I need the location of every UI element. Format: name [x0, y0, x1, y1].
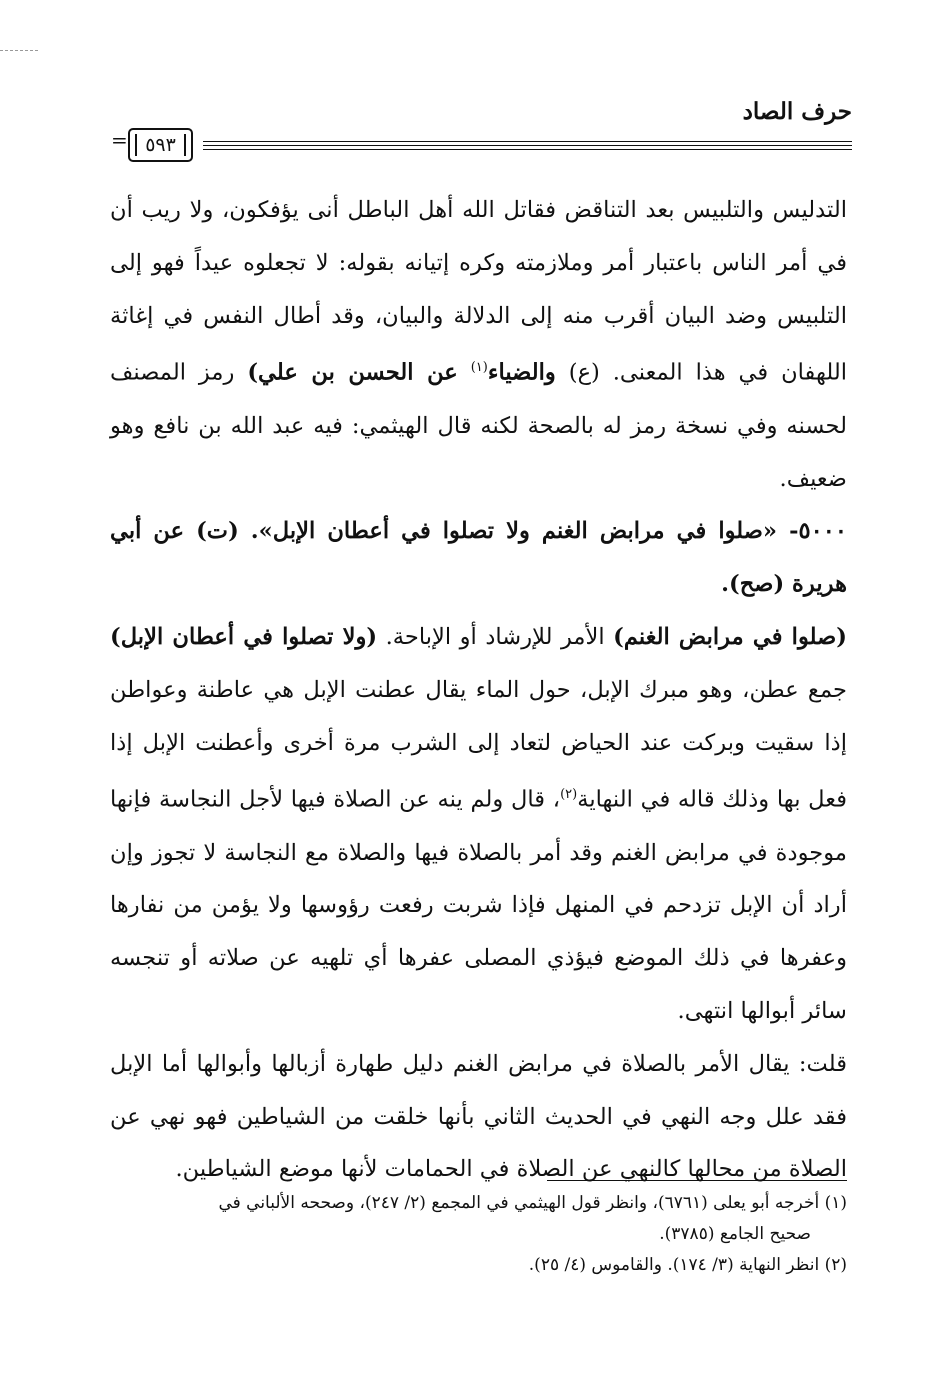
main-text — [110, 184, 847, 1196]
paragraph — [110, 184, 847, 505]
footnote-2: (٢) انظر النهاية (٣/ ١٧٤). والقاموس (٤/ ٢٥). — [528, 1255, 847, 1275]
ornament-mark: = — [111, 128, 128, 152]
text-run-bold: (صلوا في مرابض الغنم) — [613, 623, 847, 650]
text-run: ، قال ولم ينه عن الصلاة فيها لأجل النجاسة فإنها موجودة في مرابض الغنم وقد أمر بالصلاة فيها والصلاة مع النجاسة لا تجوز وإن أراد أن الإبل تزدحم في المنهل فإذا شربت رفعت رؤوسها ولا يؤمن من نفارها وعفرها في ذلك الموضع فيؤذي المصلى عفرها أي تلهيه عن صلاته أو تنجسه سائر أبوالها انتهى. — [110, 786, 847, 1025]
footnote-ref: (١) — [470, 360, 488, 376]
scan-edge-mark — [0, 50, 38, 51]
text-run: رمز المصنف لحسنه وفي نسخة رمز له بالصحة لكنه قال الهيثمي: فيه عبد الله بن نافع وهو ضعيف. — [110, 359, 847, 492]
footnote-rule — [547, 1180, 847, 1181]
text-run: جمع عطن، وهو مبرك الإبل، حول الماء يقال عطنت الإبل هي عاطنة وعواطن إذا سقيت وبركت عند الحياض لتعاد إلى الشرب مرة أخرى وأعطنت الإبل إذا فعل بها وذلك قاله في النهاية — [110, 676, 847, 813]
header-rule — [203, 141, 852, 142]
footnotes — [110, 1188, 847, 1281]
text-run: الأمر للإرشاد أو الإباحة. — [385, 623, 605, 650]
paragraph: قلت: يقال الأمر بالصلاة في مرابض الغنم دليل طهارة أزبالها وأبوالها أما الإبل فقد علل وجه النهي في الحديث الثاني بأنها خلقت من الشياطين فهو نهي عن الصلاة من محالها كالنهي عن الصلاة في الحمامات لأنها موضع الشياطين. — [110, 1050, 847, 1183]
footnote-ref: (٢) — [560, 787, 578, 803]
hadith-5000: ٥٠٠٠- «صلوا في مرابض الغنم ولا تصلوا في أعطان الإبل». (ت) عن أبي هريرة (صح). — [110, 518, 847, 598]
page-number-text: ٥٩٣ — [145, 134, 176, 156]
text-run-bold: (ولا تصلوا في أعطان الإبل) — [110, 623, 378, 650]
header-rule — [203, 149, 852, 150]
footnote-1-continued: صحيح الجامع (٣٧٨٥). — [659, 1224, 811, 1244]
page-number — [128, 128, 193, 162]
text-run: التدليس والتلبيس بعد التناقض فقاتل الله أهل الباطل أنى يؤفكون، ولا ريب أن في أمر الناس باعتبار أمر وملازمته وكره إتيانه بقوله: لا تجعلوه عيداً فهو إلى التلبيس وضد البيان أقرب منه إلى الدلالة والبيان، وقد أطال النفس في إغاثة اللهفان في هذا المعنى. (ع) — [110, 197, 848, 386]
text-run-bold: عن الحسن بن علي) — [247, 359, 458, 386]
header-rule — [203, 145, 852, 146]
text-run-bold: والضياء — [487, 359, 556, 386]
paragraph — [110, 611, 847, 1038]
chapter-header: حرف الصاد — [742, 98, 852, 125]
footnote-1: (١) أخرجه أبو يعلى (٦٧٦١)، وانظر قول الهيثمي في المجمع (٢/ ٢٤٧)، وصححه الألباني في — [218, 1193, 847, 1213]
